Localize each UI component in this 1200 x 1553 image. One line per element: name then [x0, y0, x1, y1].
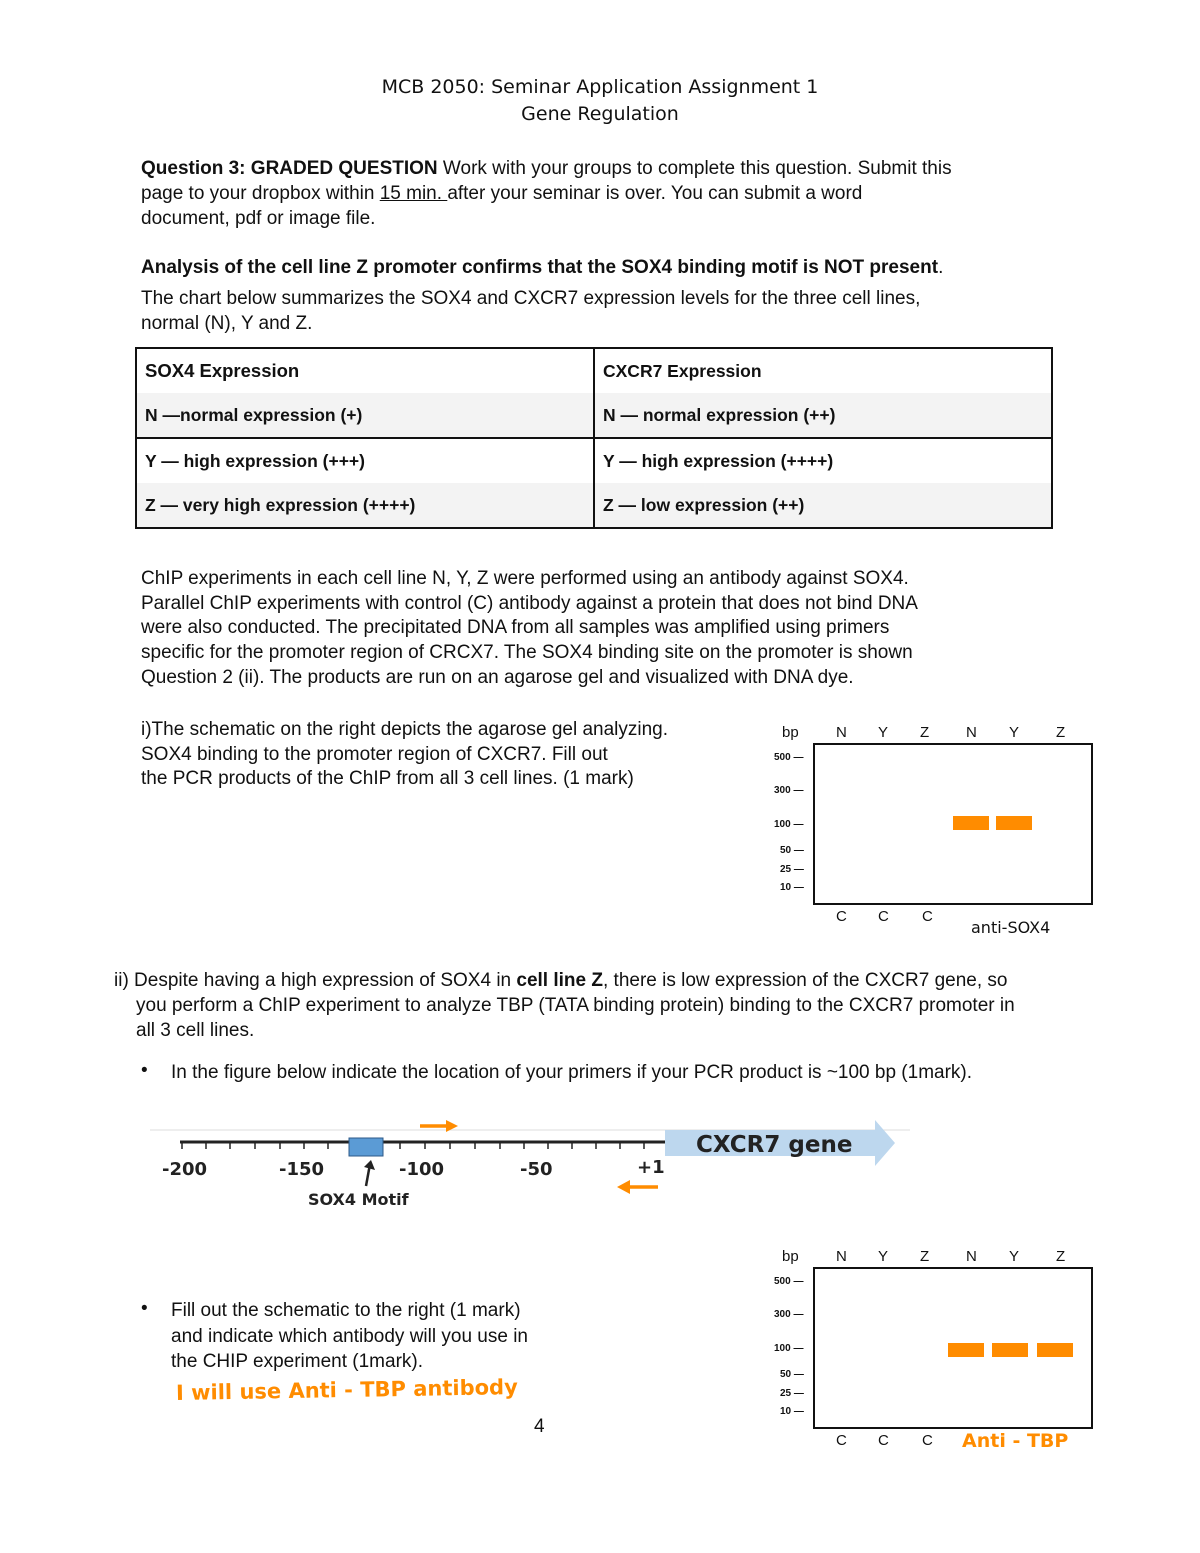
lane-label: Y [1009, 1248, 1020, 1265]
time-limit: 15 min. [379, 183, 448, 204]
part-ii-b-line: and indicate which antibody will you use in [171, 1325, 528, 1347]
cell-cxcr7-y: Y — high expression (++++) [594, 438, 1052, 483]
pcr-band [1037, 1343, 1073, 1357]
part-i-line: the PCR products of the ChIP from all 3 cell lines. (1 mark) [141, 768, 634, 789]
part-i-line: i)The schematic on the right depicts the agarose gel analyzing. [141, 719, 669, 740]
control-lane-label: C [878, 1432, 889, 1449]
control-lane-label: C [922, 1432, 933, 1449]
pcr-band [996, 816, 1032, 830]
part-ii-text: , there is low expression of the CXCR7 gene, so [602, 970, 1008, 991]
lane-label: Y [1009, 724, 1020, 741]
pcr-band [948, 1343, 984, 1357]
control-lane-label: C [878, 908, 889, 925]
reverse-primer-arrow [617, 1180, 658, 1194]
chip-line: Question 2 (ii). The products are run on an agarose gel and visualized with DNA dye. [141, 666, 854, 688]
page-number: 4 [534, 1416, 545, 1437]
marker-label: 50 — [780, 1369, 804, 1380]
lane-label: N [966, 1248, 977, 1265]
chip-line: Parallel ChIP experiments with control (C) antibody against a protein that does not bind DNA [141, 592, 918, 614]
chip-line: were also conducted. The precipitated DNA from all samples was amplified using primers [141, 617, 890, 639]
marker-label: 10 — [780, 882, 804, 893]
cell-cxcr7-z: Z — low expression (++) [594, 483, 1052, 528]
chip-line: specific for the promoter region of CRCX7. The SOX4 binding site on the promoter is shown [141, 642, 913, 664]
tick-label: -150 [279, 1159, 325, 1180]
sox4-motif-box [349, 1138, 383, 1156]
marker-label: 50 — [780, 845, 804, 856]
bullet-text-1: In the figure below indicate the location of your primers if your PCR product is ~100 bp (1mark). [171, 1062, 973, 1083]
doc-subtitle: Gene Regulation [521, 103, 679, 125]
analysis-line-2: normal (N), Y and Z. [141, 313, 313, 334]
marker-label: 100 — [774, 1343, 804, 1354]
lane-label: Z [1056, 1248, 1066, 1265]
question-text-3: document, pdf or image file. [141, 208, 376, 229]
analysis-period: . [938, 257, 944, 278]
tick-label: -100 [399, 1159, 445, 1180]
control-lane-label: C [836, 908, 847, 925]
marker-label: 100 — [774, 819, 804, 830]
lane-label: Y [878, 1248, 889, 1265]
cell-sox4-n: N —normal expression (+) [136, 393, 594, 438]
part-ii-text: you perform a ChIP experiment to analyze TBP (TATA binding protein) binding to the CXCR7 promoter in [136, 995, 1015, 1016]
bullet-dot: • [141, 1298, 148, 1319]
cell-cxcr7-n: N — normal expression (++) [594, 393, 1052, 438]
gel-schematic-1 [760, 720, 1100, 940]
lane-label: N [836, 724, 847, 741]
marker-label: 25 — [780, 1388, 804, 1399]
bp-label: bp [782, 1248, 799, 1265]
lane-label: N [966, 724, 977, 741]
question-text-2a: page to your dropbox within [141, 183, 380, 204]
chip-paragraph [141, 567, 1101, 691]
question-text-2b: after your seminar is over. You can submit a word [447, 183, 863, 204]
pcr-band [992, 1343, 1028, 1357]
lane-label: N [836, 1248, 847, 1265]
part-ii [114, 968, 1174, 1043]
analysis-statement: Analysis of the cell line Z promoter confirms that the SOX4 binding motif is NOT present [141, 257, 939, 278]
header-cxcr7: CXCR7 Expression [594, 348, 1052, 393]
lane-label: Y [878, 724, 889, 741]
lane-label: Z [1056, 724, 1066, 741]
lane-label: Z [920, 724, 930, 741]
gene-label: CXCR7 gene [696, 1132, 853, 1158]
marker-label: 25 — [780, 864, 804, 875]
table-row [136, 393, 1052, 438]
antibody-label: Anti - TBP [962, 1430, 1069, 1452]
table-row [136, 483, 1052, 528]
question-block [141, 156, 1101, 231]
gel-schematic-2 [760, 1244, 1100, 1464]
marker-label: 500 — [774, 1276, 804, 1287]
tick-label: +1 [637, 1157, 665, 1178]
part-ii-b [171, 1298, 731, 1375]
part-i [141, 718, 761, 792]
chip-line: ChIP experiments in each cell line N, Y, Z were performed using an antibody against SOX4. [141, 568, 909, 589]
cell-sox4-z: Z — very high expression (++++) [136, 483, 594, 528]
control-lane-label: C [922, 908, 933, 925]
table-row [136, 348, 1052, 393]
part-ii-b-line: the CHIP experiment (1mark). [171, 1351, 424, 1372]
promoter-diagram [140, 1110, 920, 1220]
question-text-1: Work with your groups to complete this question. Submit this [437, 158, 952, 179]
expression-table [135, 347, 1053, 529]
part-ii-text: all 3 cell lines. [136, 1020, 255, 1041]
tick-label: -50 [520, 1159, 553, 1180]
marker-label: 300 — [774, 1309, 804, 1320]
doc-title: MCB 2050: Seminar Application Assignment 1 [381, 76, 819, 98]
bullet-dot: • [141, 1060, 148, 1081]
part-ii-text: ii) Despite having a high expression of SOX4 in [114, 970, 517, 991]
header-sox4: SOX4 Expression [136, 348, 594, 393]
motif-label: SOX4 Motif [308, 1190, 409, 1209]
part-ii-cell-line: cell line Z [516, 970, 603, 991]
table-row [136, 438, 1052, 483]
control-lane-label: C [836, 1432, 847, 1449]
marker-label: 300 — [774, 785, 804, 796]
part-ii-b-line: Fill out the schematic to the right (1 mark) [171, 1300, 521, 1321]
marker-label: 10 — [780, 1406, 804, 1417]
analysis-block [141, 255, 1101, 336]
lane-label: Z [920, 1248, 930, 1265]
analysis-line-1: The chart below summarizes the SOX4 and CXCR7 expression levels for the three cell lines, [141, 288, 921, 309]
pcr-band [953, 816, 989, 830]
marker-label: 500 — [774, 752, 804, 763]
tick-label: -200 [162, 1159, 208, 1180]
bp-label: bp [782, 724, 799, 741]
cell-sox4-y: Y — high expression (+++) [136, 438, 594, 483]
handwritten-answer: I will use Anti - TBP antibody [175, 1375, 518, 1405]
part-i-line: SOX4 binding to the promoter region of CXCR7. Fill out [141, 743, 608, 765]
antibody-label: anti-SOX4 [971, 918, 1051, 937]
question-label: Question 3: GRADED QUESTION [141, 158, 438, 179]
